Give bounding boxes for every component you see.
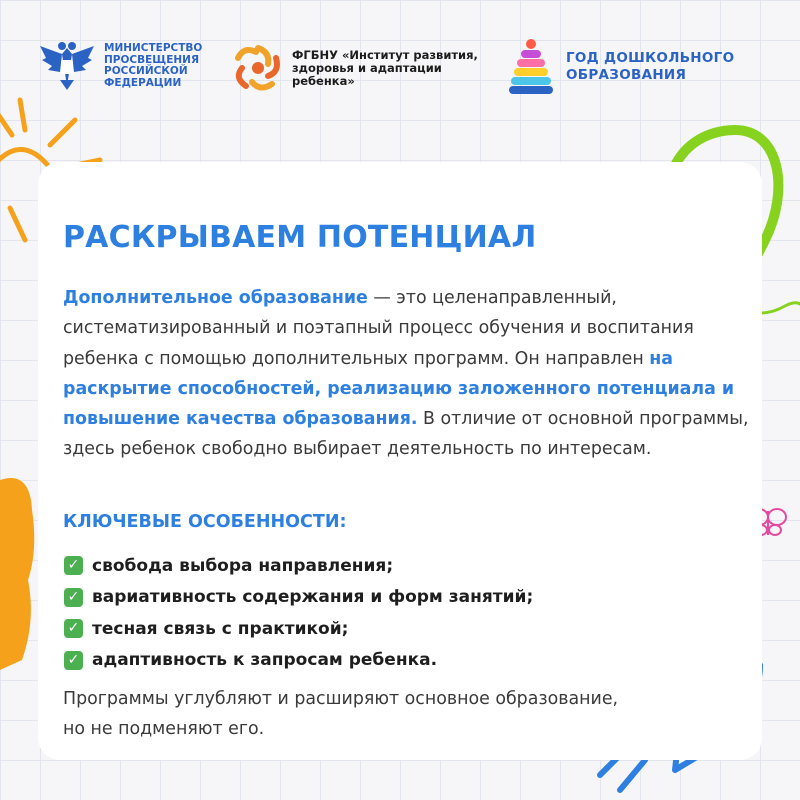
ministry-line-3: РОССИЙСКОЙ [104, 65, 188, 77]
closing-paragraph: Программы углубляют и расширяют основное образование, но не подменяют его. [63, 689, 619, 739]
ministry-line-1: МИНИСТЕРСТВО [104, 42, 203, 54]
institute-line-1: ФГБНУ «Институт развития, [292, 47, 478, 62]
list-item [64, 613, 533, 645]
check-icon: ✓ [64, 588, 83, 607]
list-item [64, 550, 533, 582]
list-item [64, 582, 533, 614]
institute-line-3: ребенка» [292, 73, 355, 88]
feature-text: тесная связь с практикой; [92, 618, 349, 639]
eagle-emblem-icon [38, 40, 96, 92]
features-heading: КЛЮЧЕВЫЕ ОСОБЕННОСТИ: [63, 512, 347, 532]
list-item [64, 645, 533, 677]
check-icon: ✓ [64, 619, 83, 638]
orange-paint-blob [0, 470, 40, 670]
institute-line-2: здоровья и адаптации [292, 60, 442, 75]
ministry-logo [38, 40, 202, 92]
preschool-year-logo [508, 38, 734, 96]
year-line-1: ГОД ДОШКОЛЬНОГО [566, 50, 735, 66]
features-list [64, 550, 533, 676]
feature-text: вариативность содержания и форм занятий; [92, 587, 534, 608]
feature-text: свобода выбора направления; [92, 555, 394, 576]
highlight-goals: на раскрытие способностей, реализацию заложенного потенциала и повышение качества образования. [63, 348, 735, 430]
institute-logo [232, 42, 478, 94]
page-title: РАСКРЫВАЕМ ПОТЕНЦИАЛ [63, 220, 537, 255]
content-card [38, 162, 762, 760]
institute-flower-icon [232, 42, 284, 94]
header [0, 0, 800, 110]
ministry-line-2: ПРОСВЕЩЕНИЯ [104, 53, 200, 66]
highlight-term: Дополнительное образование [63, 288, 368, 308]
intro-paragraph [63, 283, 753, 465]
check-icon: ✓ [64, 651, 83, 670]
feature-text: адаптивность к запросам ребенка. [92, 650, 438, 671]
intro-text-2: В отличие от основной программы, здесь ребенок свободно выбирает деятельность по интересам. [63, 409, 749, 460]
pyramid-toy-icon [508, 38, 554, 96]
check-icon: ✓ [64, 556, 83, 575]
intro-text-1: — это целенаправленный, систематизированный и поэтапный процесс обучения и воспитания ребенка с помощью дополнительных программ. Он направлен [63, 288, 694, 369]
year-line-2: ОБРАЗОВАНИЯ [566, 67, 687, 83]
ministry-line-4: ФЕДЕРАЦИИ [104, 76, 182, 89]
